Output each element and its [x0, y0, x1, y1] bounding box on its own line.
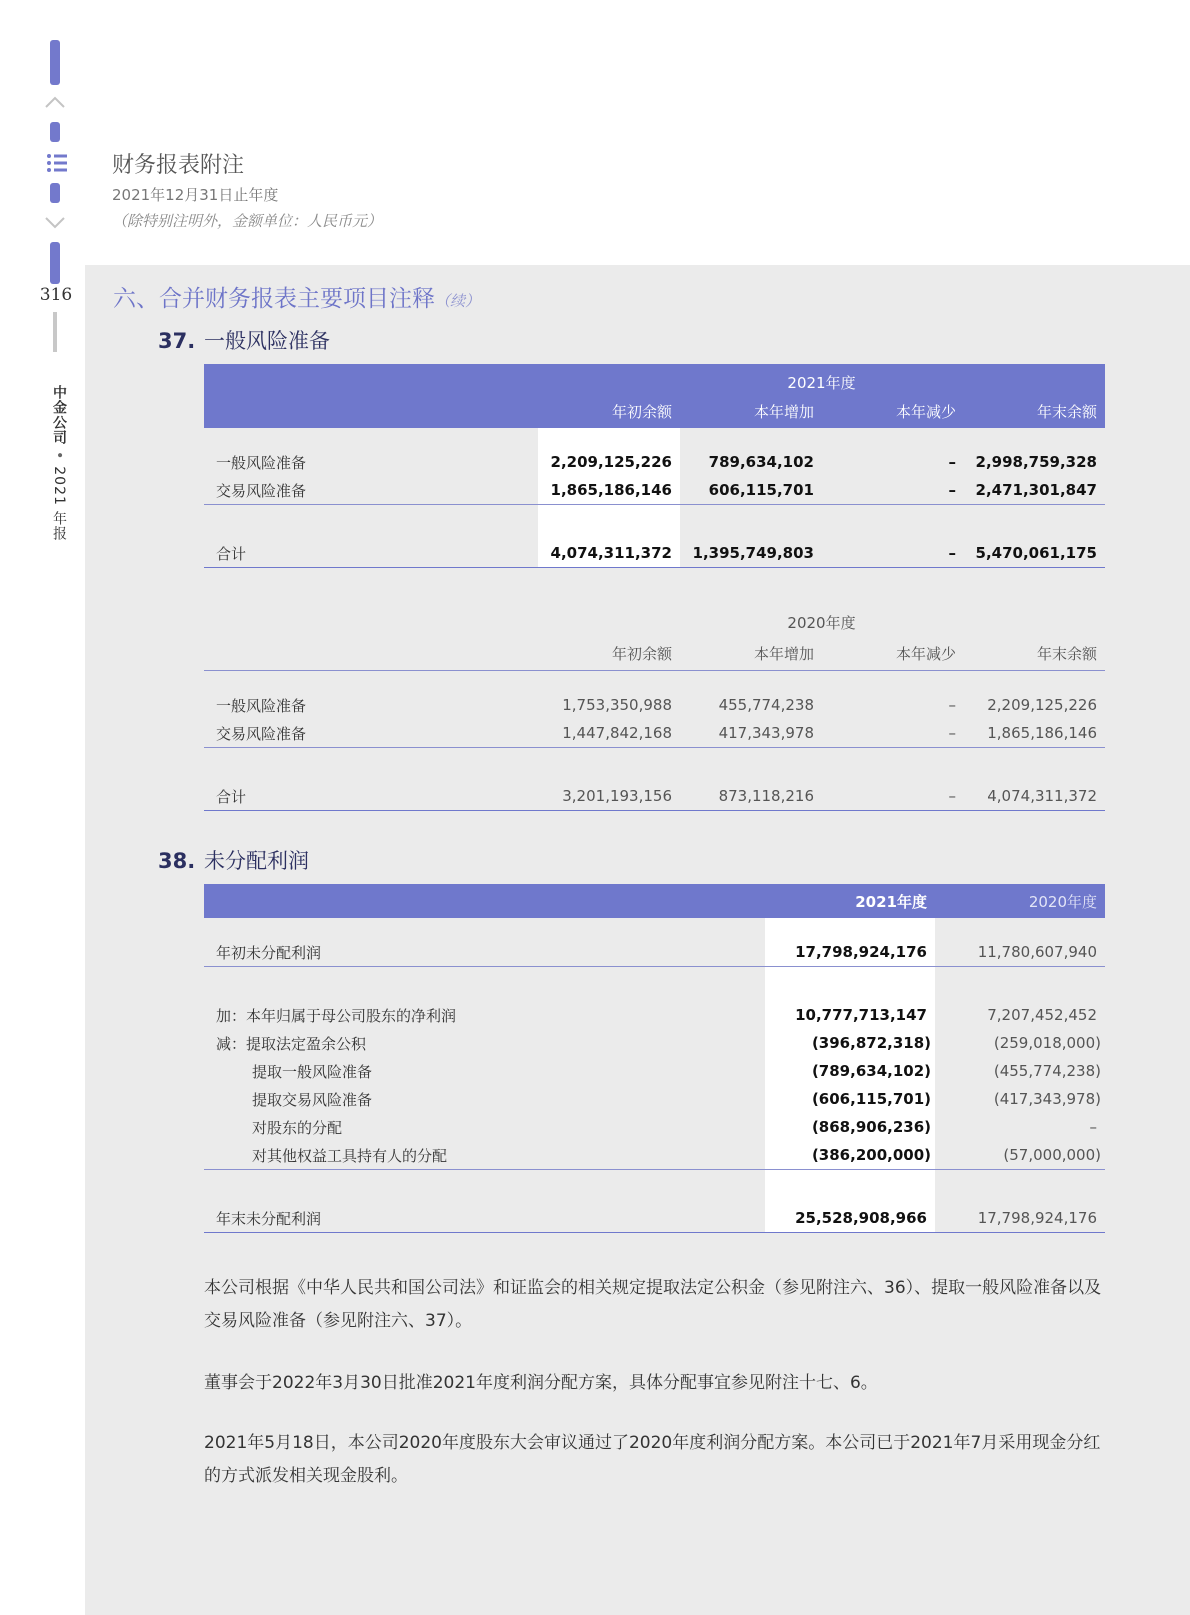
- section-title-text: 六、合并财务报表主要项目注释: [113, 286, 435, 312]
- rail-bar-top: [50, 40, 60, 85]
- row-label: 年末未分配利润: [204, 1204, 765, 1233]
- cell: 2,471,301,847: [964, 476, 1105, 505]
- cell: 1,865,186,146: [538, 476, 680, 505]
- cell: (789,634,102): [765, 1057, 935, 1085]
- row-label: 交易风险准备: [204, 476, 538, 505]
- note-37-heading: [158, 325, 330, 355]
- col-header: 本年减少: [822, 636, 964, 671]
- row-label: 对股东的分配: [252, 1118, 343, 1137]
- cell: 17,798,924,176: [765, 938, 935, 967]
- col-header: 本年增加: [680, 636, 822, 671]
- cell: 1,447,842,168: [538, 719, 680, 748]
- table-row: [204, 448, 1105, 476]
- cell: 1,753,350,988: [562, 696, 672, 714]
- note-38-heading: [158, 845, 309, 875]
- col-header: 年初余额: [538, 394, 680, 428]
- paragraph: 本公司根据《中华人民共和国公司法》和证监会的相关规定提取法定公积金（参见附注六、36）、提取一般风险准备以及交易风险准备（参见附注六、37）。: [204, 1278, 1102, 1331]
- note-37-number: 37.: [158, 329, 196, 353]
- row-label: 一般风险准备: [216, 696, 307, 715]
- cell: 11,780,607,940: [935, 938, 1105, 967]
- vertical-brand: [45, 385, 69, 541]
- col-header: 年末余额: [964, 394, 1105, 428]
- brand-name: 中金公司: [51, 385, 67, 445]
- cell: (868,906,236): [765, 1113, 935, 1141]
- chevron-up-icon[interactable]: [44, 95, 66, 109]
- cell: –: [822, 782, 964, 811]
- note-38-number: 38.: [158, 849, 196, 873]
- row-label: 对其他权益工具持有人的分配: [204, 1141, 765, 1170]
- table-total-row: [204, 782, 1105, 811]
- rail-bar-bottom: [50, 242, 60, 284]
- cell: 417,343,978: [680, 719, 822, 748]
- cell: 455,774,238: [718, 696, 814, 714]
- row-label: 一般风险准备: [216, 453, 307, 472]
- row-label: 合计: [204, 782, 538, 811]
- table-row: [204, 691, 1105, 719]
- table-header-year: [204, 608, 1105, 636]
- note-37-title: 一般风险准备: [204, 329, 330, 353]
- cell: 3,201,193,156: [538, 782, 680, 811]
- cell: 2,209,125,226: [538, 448, 680, 476]
- year-header: 2021年度: [538, 364, 1105, 394]
- table-2021-risk-reserve: [204, 364, 1105, 568]
- cell: –: [822, 476, 964, 505]
- cell: (417,343,978): [993, 1090, 1101, 1108]
- col-header: 年末余额: [964, 636, 1105, 671]
- table-row: [204, 476, 1105, 505]
- cell: 1,395,749,803: [680, 539, 822, 568]
- cell: 17,798,924,176: [935, 1204, 1105, 1233]
- table-row: [204, 1085, 1105, 1113]
- table-2020-risk-reserve: [204, 608, 1105, 811]
- paragraph: 董事会于2022年3月30日批准2021年度利润分配方案，具体分配事宜参见附注十七、6。: [204, 1373, 878, 1393]
- row-label: 加：本年归属于母公司股东的净利润: [216, 1006, 457, 1025]
- col-header: 本年增加: [680, 394, 822, 428]
- rail-bar-mid2: [50, 183, 60, 203]
- table-header-columns: [204, 884, 1105, 918]
- cell: –: [1089, 1118, 1097, 1136]
- table-total-row: [204, 539, 1105, 568]
- cell: –: [822, 539, 964, 568]
- rail-bar-mid: [50, 122, 60, 142]
- cell: 4,074,311,372: [964, 782, 1105, 811]
- cell: 5,470,061,175: [964, 539, 1105, 568]
- cell: –: [948, 696, 956, 714]
- table-row: [204, 1057, 1105, 1085]
- brand-separator: •: [51, 451, 67, 461]
- chevron-down-icon[interactable]: [44, 216, 66, 230]
- row-label: 年初未分配利润: [204, 938, 765, 967]
- table-total-row: [204, 1204, 1105, 1233]
- cell: 606,115,701: [680, 476, 822, 505]
- paragraph: 2021年5月18日，本公司2020年度股东大会审议通过了2020年度利润分配方案。本公司已于2021年7月采用现金分红的方式派发相关现金股利。: [204, 1433, 1101, 1486]
- col-header: 年初余额: [538, 636, 680, 671]
- page-title: 财务报表附注: [112, 153, 245, 178]
- note-38-title: 未分配利润: [204, 849, 309, 873]
- page-subtitle: 2021年12月31日止年度: [112, 186, 279, 204]
- col-header: 2021年度: [765, 884, 935, 918]
- cell: 873,118,216: [680, 782, 822, 811]
- cell: (396,872,318): [765, 1029, 935, 1057]
- rail-divider: [53, 312, 57, 352]
- table-row: [204, 1001, 1105, 1029]
- table-row: [204, 938, 1105, 967]
- report-name: 2021 年报: [51, 466, 67, 542]
- section-title: [113, 280, 480, 313]
- cell: 25,528,908,966: [765, 1204, 935, 1233]
- row-label: 提取一般风险准备: [252, 1062, 373, 1081]
- cell: 2,209,125,226: [987, 696, 1097, 714]
- unit-note: （除特别注明外，金额单位：人民币元）: [112, 212, 383, 230]
- table-row: [204, 1113, 1105, 1141]
- cell: 4,074,311,372: [538, 539, 680, 568]
- cell: 7,207,452,452: [987, 1006, 1097, 1024]
- row-label: 提取交易风险准备: [252, 1090, 373, 1109]
- cell: 789,634,102: [708, 453, 814, 471]
- table-header-columns: [204, 636, 1105, 671]
- cell: (57,000,000): [935, 1141, 1105, 1170]
- col-header: 本年减少: [822, 394, 964, 428]
- row-label: 减：提取法定盈余公积: [216, 1034, 367, 1053]
- table-header-year: [204, 364, 1105, 394]
- cell: –: [948, 453, 956, 471]
- cell: (386,200,000): [765, 1141, 935, 1170]
- cell: (259,018,000): [993, 1034, 1101, 1052]
- row-label: 合计: [204, 539, 538, 568]
- row-label: 交易风险准备: [204, 719, 538, 748]
- year-header: 2020年度: [787, 613, 856, 632]
- cell: 2,998,759,328: [975, 453, 1097, 471]
- table-header-columns: [204, 394, 1105, 428]
- col-header: 2020年度: [935, 884, 1105, 918]
- cell: 10,777,713,147: [765, 1001, 935, 1029]
- list-icon[interactable]: [46, 152, 68, 174]
- cell: (606,115,701): [765, 1085, 935, 1113]
- page-number: 316: [39, 285, 73, 305]
- cell: 1,865,186,146: [964, 719, 1105, 748]
- table-row: [204, 719, 1105, 748]
- table-row: [204, 1141, 1105, 1170]
- table-retained-earnings: [204, 884, 1105, 1233]
- section-continued: （续）: [435, 292, 481, 310]
- table-row: [204, 1029, 1105, 1057]
- cell: (455,774,238): [993, 1062, 1101, 1080]
- cell: –: [822, 719, 964, 748]
